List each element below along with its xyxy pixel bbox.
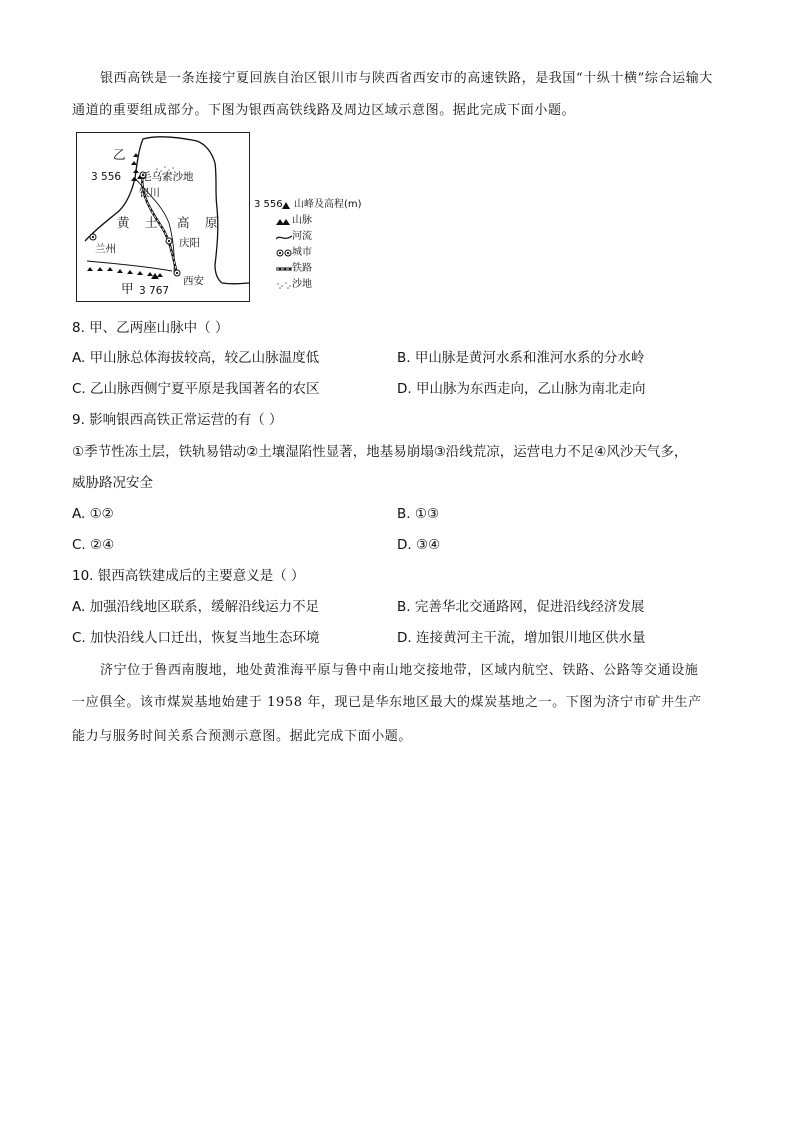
legend-railway [254, 261, 364, 277]
map-drawing [77, 133, 249, 301]
map-label-desert: 毛乌素沙地 [141, 171, 194, 183]
intro-1-line-2: 通道的重要组成部分。下图为银西高铁线路及周边区域示意图。据此完成下面小题。 [72, 103, 576, 118]
q10-stem: 10. 银西高铁建成后的主要意义是（ ） [72, 568, 305, 584]
map-label-peak-jia: 3 767 [139, 285, 170, 297]
intro-paragraph-1-cont [72, 94, 732, 128]
q9-statement-line-2: 威胁路况安全 [72, 475, 153, 491]
map-label-peak-yi: 3 556 [91, 171, 122, 183]
map-label-lanzhou: 兰州 [95, 243, 116, 255]
intro-paragraph-2-cont [72, 686, 732, 754]
intro-2-line-2: 一应俱全。该市煤炭基地始建于 1958 年，现已是华东地区最大的煤炭基地之一。下图为济宁市矿井生产 [72, 695, 702, 710]
q9-option-d: D. ③④ [397, 537, 441, 553]
intro-1-line-1: 银西高铁是一条连接宁夏回族自治区银川市与陕西省西安市的高速铁路，是我国“十纵十横”综合运输大 [100, 71, 713, 86]
intro-2-line-1: 济宁位于鲁西南腹地，地处黄淮海平原与鲁中南山地交接地带，区域内航空、铁路、公路等交通设施 [100, 663, 699, 678]
q8-option-a: A. 甲山脉总体海拔较高，较乙山脉温度低 [72, 350, 320, 366]
map-label-tu: 土 [145, 215, 158, 230]
q10-option-a: A. 加强沿线地区联系，缓解沿线运力不足 [72, 599, 320, 615]
legend-peak-value: 3 556 [254, 199, 283, 210]
map-label-xian: 西安 [183, 275, 204, 287]
intro-2-line-3: 能力与服务时间关系合预测示意图。据此完成下面小题。 [72, 729, 413, 744]
q9-stem: 9. 影响银西高铁正常运营的有（ ） [72, 412, 283, 428]
q8-stem: 8. 甲、乙两座山脉中（ ） [72, 320, 229, 336]
legend-peak [254, 197, 364, 213]
q9-option-c: C. ②④ [72, 537, 115, 553]
q10-option-d: D. 连接黄河主干流，增加银川地区供水量 [397, 630, 646, 646]
legend-sand [254, 277, 364, 293]
map-label-gao: 高 [177, 215, 190, 230]
legend-sand-label: 沙地 [292, 279, 312, 290]
q10-option-b: B. 完善华北交通路网，促进沿线经济发展 [397, 599, 645, 615]
legend-mountain [254, 213, 364, 229]
q9-statement-line-1: ①季节性冻土层，铁轨易错动②土壤湿陷性显著，地基易崩塌③沿线荒凉，运营电力不足④风沙天气多， [72, 444, 688, 460]
q8-option-d: D. 甲山脉为东西走向，乙山脉为南北走向 [397, 381, 646, 397]
q8-option-b: B. 甲山脉是黄河水系和淮河水系的分水岭 [397, 350, 645, 366]
q10-option-c: C. 加快沿线人口迁出，恢复当地生态环境 [72, 630, 320, 646]
sand-dots-icon [276, 277, 292, 299]
q9-option-a: A. ①② [72, 506, 114, 522]
map-legend [254, 197, 364, 293]
q9-option-b: B. ①③ [397, 506, 440, 522]
legend-railway-label: 铁路 [292, 263, 312, 274]
map-label-huang: 黄 [117, 215, 130, 230]
legend-city-label: 城市 [292, 247, 312, 258]
legend-river-label: 河流 [292, 231, 312, 242]
intro-paragraph-2 [72, 654, 732, 688]
map-label-yi: 乙 [113, 147, 126, 162]
legend-peak-label: 山峰及高程(m) [294, 199, 362, 210]
map-label-jia: 甲 [121, 281, 134, 296]
map-label-yinchuan: 银川 [139, 187, 160, 199]
legend-city [254, 245, 364, 261]
legend-river [254, 229, 364, 245]
map-label-qingyang: 庆阳 [179, 237, 200, 249]
route-map [76, 132, 250, 302]
legend-mountain-label: 山脉 [292, 215, 312, 226]
q8-option-c: C. 乙山脉西侧宁夏平原是我国著名的农区 [72, 381, 320, 397]
intro-paragraph-1 [72, 62, 732, 96]
map-label-yuan: 原 [205, 215, 218, 230]
